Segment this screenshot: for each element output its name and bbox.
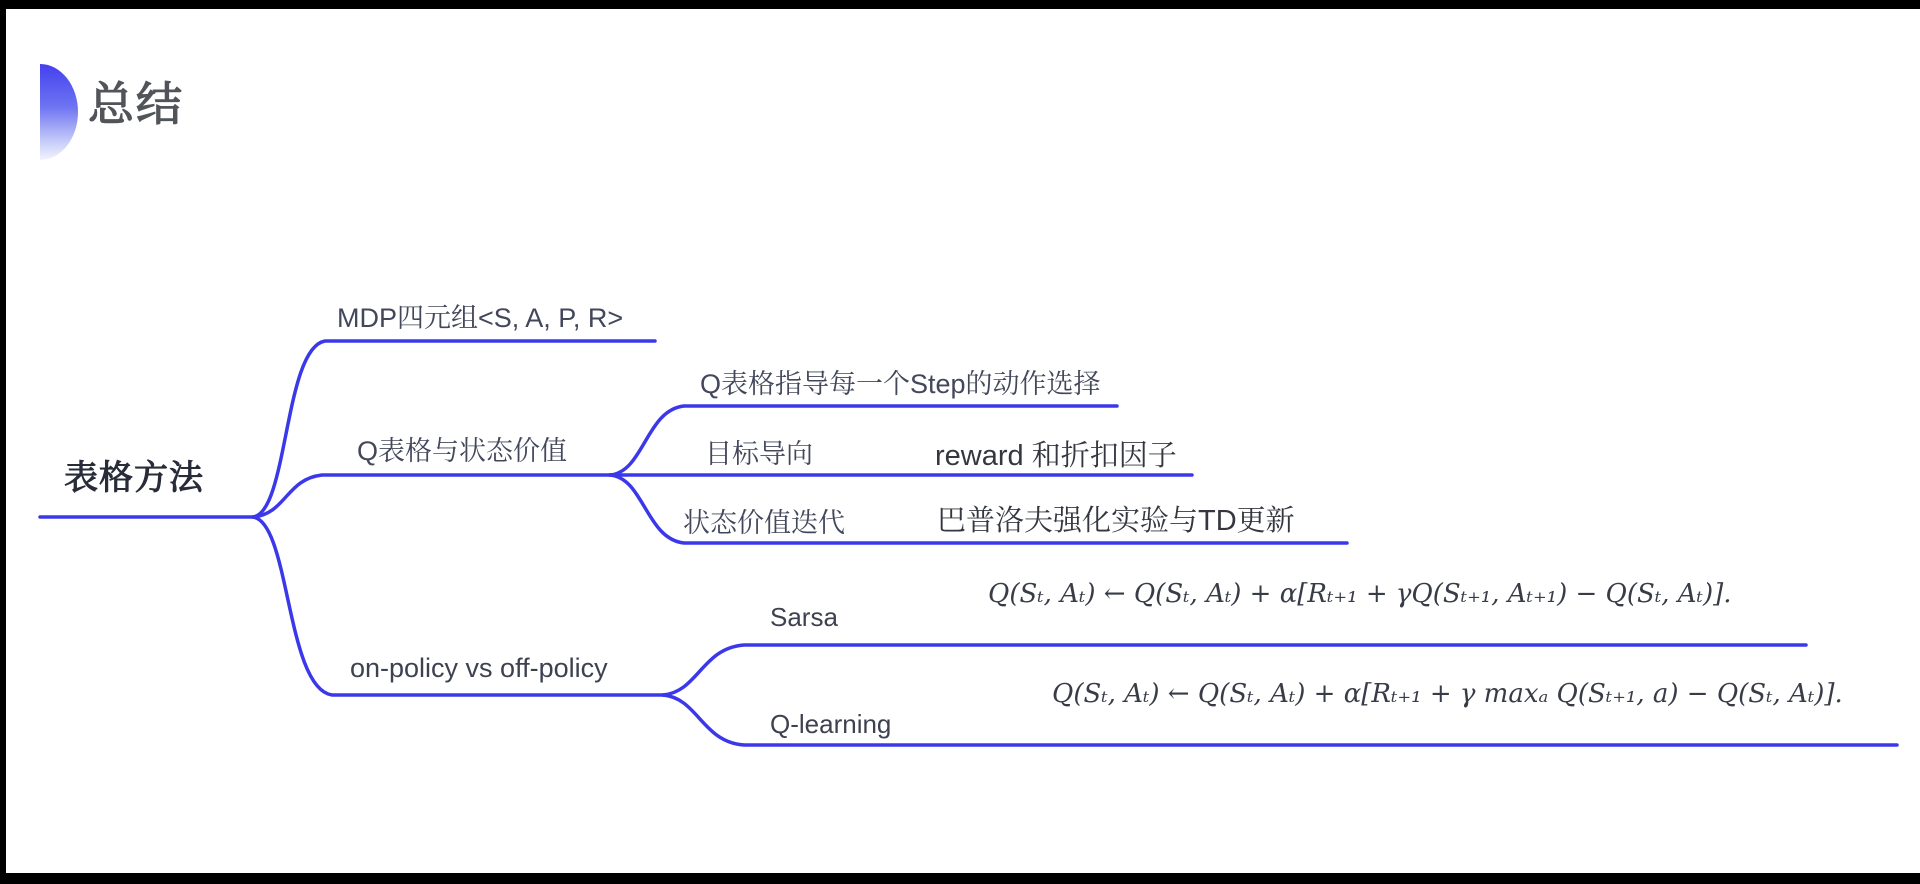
- mindmap-node-sarsa: Sarsa: [770, 602, 838, 632]
- mindmap-node-value-iteration: 状态价值迭代: [683, 508, 845, 538]
- slide-title: 总结: [88, 78, 184, 130]
- mindmap-node-onpolicy-offpolicy: on-policy vs off-policy: [350, 653, 608, 683]
- mindmap-node-goal-oriented: 目标导向: [705, 439, 813, 469]
- mindmap-node-qtable: Q表格与状态价值: [357, 436, 568, 466]
- annotation-reward-discount: reward 和折扣因子: [935, 440, 1177, 472]
- mindmap-node-step-selection: Q表格指导每一个Step的动作选择: [700, 369, 1101, 399]
- annotation-pavlov-td: 巴普洛夫强化实验与TD更新: [937, 505, 1295, 537]
- mindmap-node-mdp: MDP四元组<S, A, P, R>: [337, 303, 624, 333]
- connector-root-to-qtable: [253, 475, 610, 517]
- mindmap-root-node: 表格方法: [64, 459, 204, 497]
- mindmap-node-qlearning: Q-learning: [770, 709, 892, 739]
- qlearning-update-formula: Q(Sₜ, Aₜ) ← Q(Sₜ, Aₜ) + α[Rₜ₊₁ + γ maxₐ Q(Sₜ₊₁, a) − Q(Sₜ, Aₜ)].: [1052, 679, 1843, 709]
- sarsa-update-formula: Q(Sₜ, Aₜ) ← Q(Sₜ, Aₜ) + α[Rₜ₊₁ + γQ(Sₜ₊₁, Aₜ₊₁) − Q(Sₜ, Aₜ)].: [988, 579, 1732, 609]
